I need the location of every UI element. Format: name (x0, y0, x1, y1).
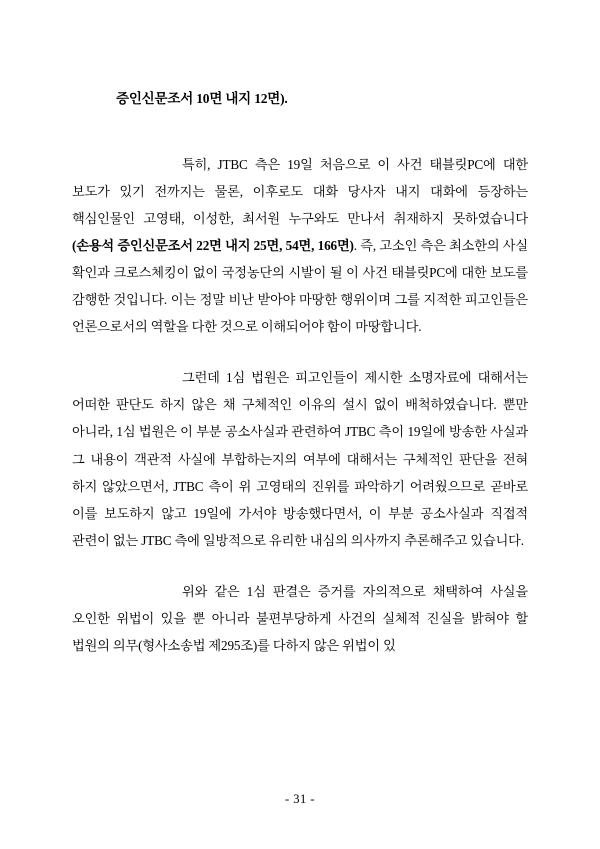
text-run: 특히, JTBC 측은 19일 처음으로 이 사건 태블릿PC에 대한 보도가 있기 전까지는 물론, 이후로도 대화 당사자 내지 대화에 등장하는 핵심인물인 고영태, 이성한, 최서원 누구와도 만나서 취재하지 못하였습니다 (72, 156, 528, 227)
document-body (72, 151, 528, 659)
text-run: 위와 같은 1심 판결은 증거를 자의적으로 채택하여 사실을 오인한 위법이 있을 뿐 아니라 불편부당하게 사건의 실체적 진실을 밝혀야 할 법원의 의무(형사소송법 제295조)를 다하지 않은 위법이 있 (72, 583, 528, 653)
page-title: 증인신문조서 10면 내지 12면). (116, 91, 288, 106)
text-run: 그런데 1심 법원은 피고인들이 제시한 소명자료에 대해서는 어떠한 판단도 하지 않은 채 구체적인 이유의 설시 없이 배척하였습니다. 뿐만 아니라, 1심 법원은 이 부분 공소사실과 관련하여 JTBC 측이 19일에 방송한 사실과 그 내용이 객관적 사실에 부합하는지의 여부에 대해서는 구체적인 판단을 전혀 하지 않았으면서, JTBC 측이 위 고영태의 진위를 파악하기 어려웠으므로 곧바로 이를 보도하지 않고 19일에 가서야 방송했다면서, 이 부분 공소사실과 직접적 관련이 없는 JTBC 측에 일방적으로 유리한 내심의 의사까지 추론해주고 있습니다. (72, 370, 528, 548)
text-run: . 즉, 고소인 측은 최소한의 사실 확인과 크로스체킹이 없이 국정농단의 시발이 될 이 사건 태블릿PC에 대한 보도를 감행한 것입니다. 이는 정말 비난 받아야 마땅한 행위이며 그를 지적한 피고인들은 언론으로서의 역할을 다한 것으로 이해되어야 함이 마땅합니다. (72, 238, 528, 335)
page-number: - 31 - (284, 792, 316, 806)
paragraph (72, 151, 528, 340)
paragraph (72, 578, 528, 659)
emphasized-text: (손용석 증인신문조서 22면 내지 25면, 54면, 166면) (72, 238, 354, 254)
paragraph (72, 364, 528, 553)
